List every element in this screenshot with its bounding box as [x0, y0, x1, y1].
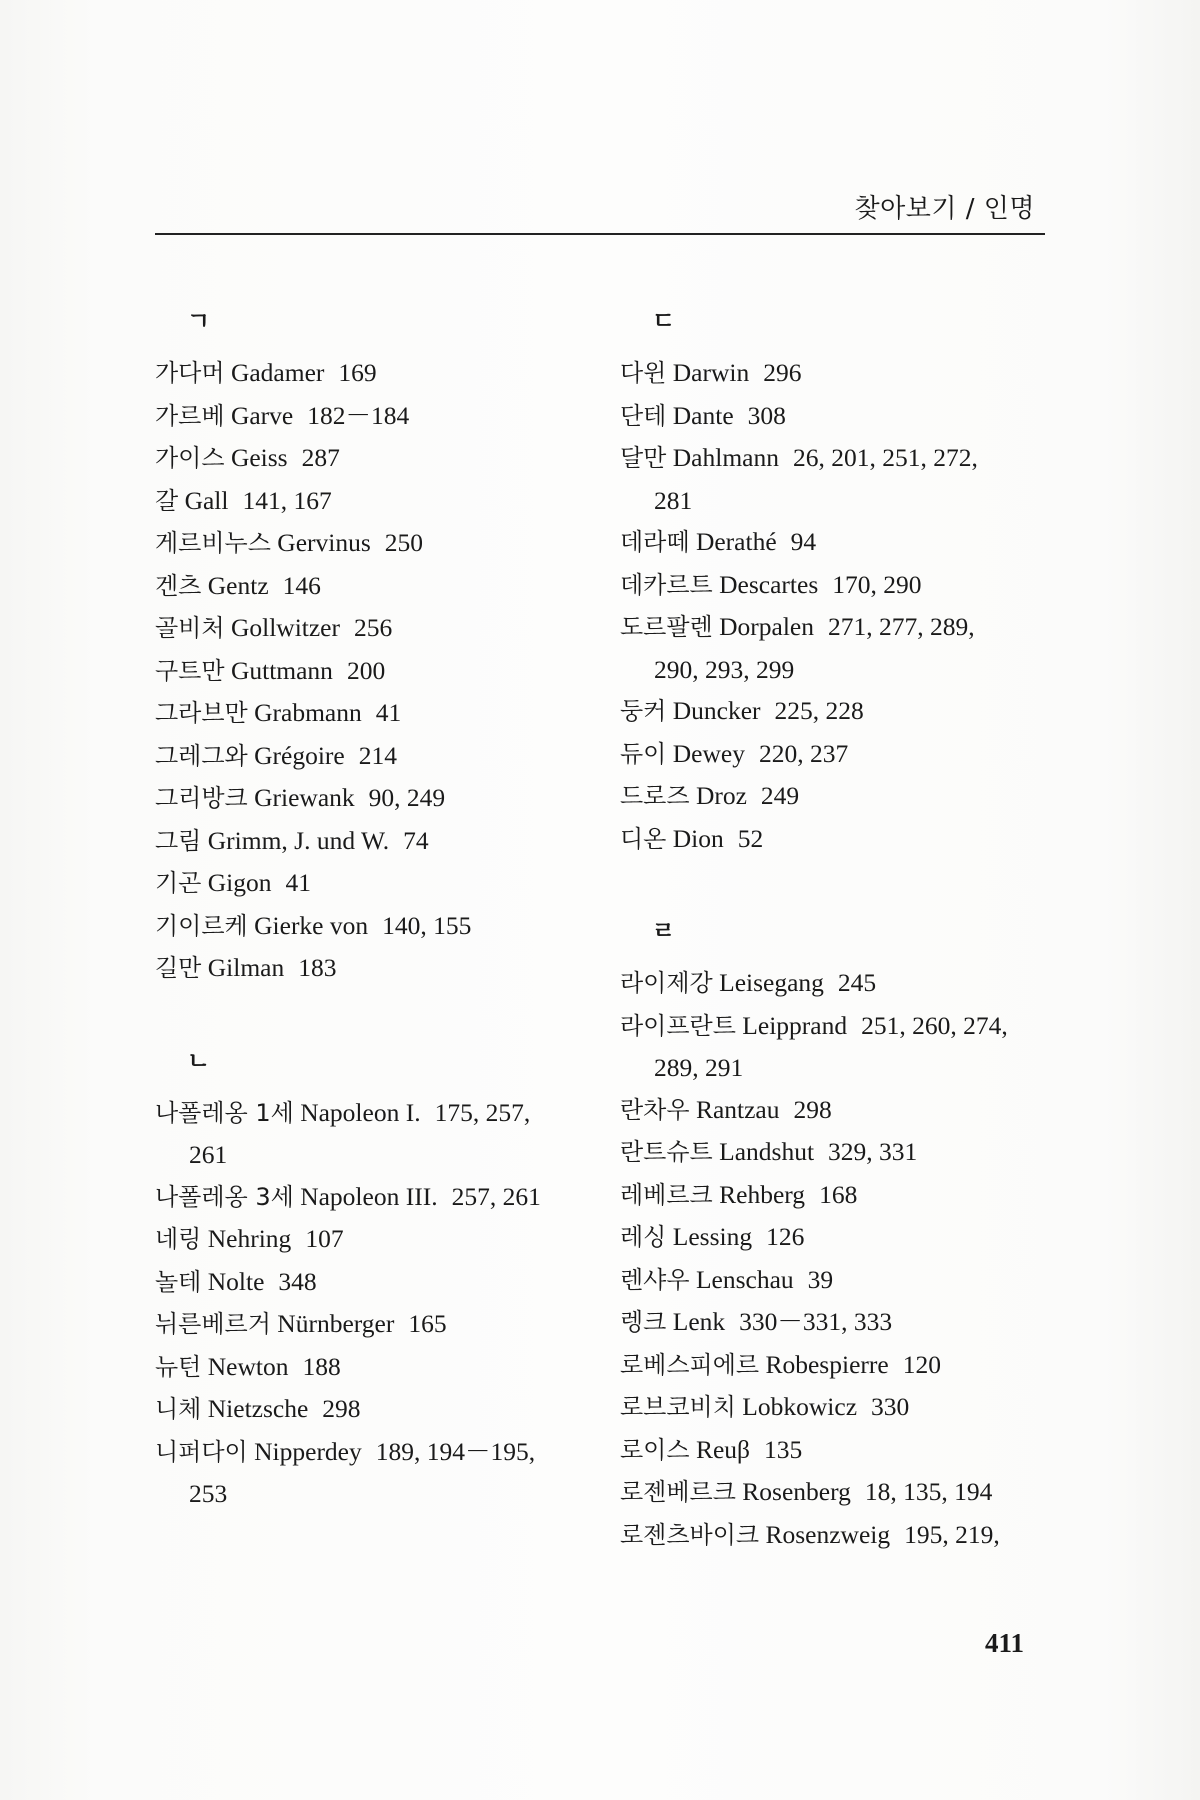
index-entry [620, 1089, 1070, 1132]
entry-korean-name: 기곤 [155, 869, 202, 897]
entry-korean-name: 도르팔렌 [620, 613, 713, 641]
index-entry [620, 1216, 1070, 1259]
entry-original-name: Nietzsche [207, 1394, 309, 1423]
entry-page-refs: 296 [763, 358, 802, 387]
index-entry [155, 565, 605, 608]
entry-page-refs: 170, 290 [832, 569, 922, 599]
entry-original-name: Grimm, J. und W. [207, 825, 390, 855]
entry-korean-name: 갈 [155, 486, 179, 515]
entry-page-refs: 308 [747, 400, 786, 430]
entry-original-name: Gilman [207, 953, 285, 982]
entry-original-name: Grabmann [254, 698, 362, 727]
entry-page-refs: 245 [837, 968, 877, 997]
entry-korean-name: 레싱 [620, 1223, 667, 1251]
index-entry [155, 1388, 605, 1431]
entry-page-refs: 214 [358, 740, 397, 770]
entry-korean-name: 나폴레옹 3세 [155, 1182, 294, 1211]
entry-page-refs: 140, 155 [382, 910, 472, 940]
running-header: 찾아보기 / 인명 [854, 194, 1035, 224]
entry-original-name: Gall [184, 485, 229, 515]
entry-page-refs: 188 [302, 1351, 341, 1381]
entry-page-refs-continued: 281 [654, 485, 693, 515]
index-entry [620, 1344, 1070, 1387]
group-spacer [620, 860, 1070, 900]
entry-page-refs: 52 [737, 823, 764, 853]
entry-korean-name: 가다머 [155, 359, 225, 387]
entry-korean-name: 란차우 [620, 1095, 690, 1124]
index-entry [155, 1176, 605, 1219]
entry-original-name: Reuβ [695, 1434, 750, 1464]
entry-page-refs: 120 [902, 1349, 941, 1379]
entry-page-refs-continued: 253 [189, 1479, 228, 1508]
entry-korean-name: 게르비누스 [155, 529, 271, 557]
entry-original-name: Napoleon III. [300, 1181, 438, 1211]
entry-original-name: Guttmann [230, 655, 333, 685]
index-entry [620, 1386, 1070, 1429]
entry-original-name: Garve [230, 400, 294, 430]
entry-page-refs: 220, 237 [758, 738, 849, 768]
entry-page-refs: 26, 201, 251, 272, [792, 443, 978, 472]
entry-original-name: Nürnberger [277, 1309, 395, 1338]
index-entry [155, 777, 605, 820]
index-entry [155, 1092, 605, 1176]
index-column-right [620, 290, 1070, 1556]
header-rule [155, 233, 1045, 235]
entry-original-name: Duncker [672, 696, 761, 725]
entry-korean-name: 그레그와 [155, 741, 248, 770]
entry-korean-name: 기이르케 [155, 911, 248, 940]
entry-page-refs: 90, 249 [368, 783, 446, 812]
index-entry [620, 352, 1070, 395]
index-entry [155, 480, 605, 523]
entry-page-refs: 146 [282, 570, 321, 600]
entry-korean-name: 란트슈트 [620, 1138, 713, 1166]
entry-page-refs: 330 [871, 1392, 910, 1421]
index-entry [620, 564, 1070, 607]
entry-page-refs: 348 [278, 1266, 317, 1296]
entry-original-name: Robespierre [765, 1349, 889, 1379]
entry-page-refs: 287 [301, 443, 340, 472]
entry-original-name: Dewey [672, 738, 745, 768]
entry-page-refs: 41 [285, 868, 311, 897]
entry-page-refs: 107 [305, 1224, 344, 1253]
entry-korean-name: 니퍼다이 [155, 1437, 248, 1466]
entry-korean-name: 둥커 [620, 697, 667, 725]
entry-page-refs: 18, 135, 194 [864, 1477, 993, 1506]
entry-korean-name: 겐츠 [155, 571, 202, 600]
index-entry [620, 395, 1070, 438]
index-entry [620, 733, 1070, 776]
entry-korean-name: 뉴턴 [155, 1352, 202, 1381]
index-entry [620, 1259, 1070, 1302]
entry-original-name: Gigon [207, 868, 272, 897]
index-entry [620, 606, 1070, 690]
entry-page-refs-continued: 290, 293, 299 [654, 654, 795, 684]
entry-original-name: Griewank [254, 783, 355, 812]
entry-original-name: Newton [207, 1351, 289, 1381]
entry-korean-name: 그림 [155, 826, 202, 855]
entry-original-name: Lobkowicz [742, 1392, 858, 1421]
entry-page-refs: 126 [766, 1222, 805, 1251]
entry-original-name: Leipprand [742, 1010, 848, 1040]
entry-original-name: Nipperdey [254, 1436, 362, 1466]
entry-korean-name: 그라브만 [155, 699, 248, 727]
entry-original-name: Geiss [230, 443, 288, 472]
index-entry [620, 1174, 1070, 1217]
entry-original-name: Gentz [207, 570, 269, 600]
entry-korean-name: 달만 [620, 444, 667, 472]
index-entry [155, 1261, 605, 1304]
entry-page-refs: 165 [408, 1309, 447, 1338]
entry-original-name: Nolte [207, 1266, 265, 1296]
index-entry [155, 437, 605, 480]
entry-original-name: Dahlmann [672, 443, 779, 472]
entry-korean-name: 데라떼 [620, 528, 690, 556]
index-entry [620, 690, 1070, 733]
index-entry [155, 692, 605, 735]
page-number: 411 [984, 1628, 1024, 1658]
entry-page-refs-continued: 289, 291 [654, 1053, 744, 1082]
index-entry [155, 1218, 605, 1261]
entry-korean-name: 그리방크 [155, 784, 248, 812]
index-entry [620, 1429, 1070, 1472]
index-entry [155, 1346, 605, 1389]
entry-original-name: Leisegang [719, 968, 824, 997]
entry-korean-name: 로베스피에르 [620, 1350, 760, 1379]
index-entry [620, 437, 1070, 521]
entry-original-name: Landshut [719, 1137, 815, 1166]
entry-page-refs: 330－331, 333 [739, 1307, 893, 1336]
entry-original-name: Droz [695, 781, 747, 810]
entry-page-refs: 298 [793, 1094, 832, 1124]
entry-korean-name: 네링 [155, 1225, 202, 1253]
entry-original-name: Gollwitzer [230, 613, 340, 642]
entry-page-refs: 251, 260, 274, [861, 1010, 1008, 1040]
index-entry [155, 735, 605, 778]
entry-original-name: Dorpalen [719, 612, 815, 641]
index-column-left [155, 290, 605, 1515]
group-spacer [155, 990, 605, 1030]
entry-page-refs: 41 [375, 698, 402, 727]
entry-original-name: Lenk [672, 1307, 726, 1336]
entry-korean-name: 디온 [620, 824, 667, 853]
entry-korean-name: 길만 [155, 954, 202, 982]
entry-korean-name: 듀이 [620, 739, 667, 768]
index-entry [155, 522, 605, 565]
index-group-heading: ㄹ [652, 917, 676, 945]
index-entry [155, 905, 605, 948]
entry-page-refs: 249 [760, 781, 800, 810]
entry-page-refs: 183 [298, 953, 337, 982]
entry-page-refs: 257, 261 [451, 1181, 541, 1211]
entry-original-name: Dante [672, 400, 734, 430]
entry-korean-name: 로젠츠바이크 [620, 1520, 760, 1549]
entry-page-refs: 94 [790, 527, 817, 556]
entry-korean-name: 렝크 [620, 1308, 667, 1336]
entry-page-refs: 168 [819, 1179, 858, 1209]
entry-original-name: Darwin [672, 358, 750, 387]
index-entry [620, 1301, 1070, 1344]
entry-korean-name: 드로즈 [620, 782, 690, 810]
entry-original-name: Lenschau [695, 1264, 794, 1294]
entry-page-refs: 182－184 [307, 400, 410, 430]
entry-page-refs: 200 [346, 655, 386, 685]
entry-korean-name: 구트만 [155, 656, 225, 685]
entry-korean-name: 로브코비치 [620, 1393, 736, 1421]
entry-original-name: Napoleon I. [300, 1097, 421, 1127]
index-entry [620, 962, 1070, 1005]
entry-original-name: Descartes [719, 569, 819, 599]
index-entry [155, 352, 605, 395]
index-entry [155, 820, 605, 863]
entry-page-refs: 39 [807, 1264, 834, 1294]
index-group-heading: ㄱ [187, 307, 211, 335]
index-entry [620, 1005, 1070, 1089]
entry-page-refs: 329, 331 [828, 1137, 918, 1166]
entry-original-name: Gervinus [277, 528, 371, 557]
entry-page-refs: 225, 228 [774, 696, 864, 725]
entry-original-name: Grégoire [254, 740, 345, 770]
index-entry [620, 818, 1070, 861]
entry-page-refs: 271, 277, 289, [828, 612, 975, 641]
entry-page-refs-continued: 261 [189, 1140, 228, 1169]
index-entry [620, 521, 1070, 564]
index-entry [155, 947, 605, 990]
entry-original-name: Rosenberg [742, 1477, 851, 1506]
index-entry [620, 1471, 1070, 1514]
entry-page-refs: 74 [403, 825, 429, 855]
entry-page-refs: 175, 257, [434, 1097, 531, 1127]
entry-original-name: Lessing [672, 1222, 753, 1251]
entry-korean-name: 다윈 [620, 359, 667, 387]
entry-korean-name: 니체 [155, 1395, 202, 1423]
entry-korean-name: 레베르크 [620, 1180, 713, 1209]
index-entry [155, 862, 605, 905]
entry-original-name: Gierke von [254, 910, 369, 940]
index-group-heading: ㄴ [187, 1046, 211, 1075]
entry-page-refs: 135 [764, 1434, 803, 1464]
entry-korean-name: 로젠베르크 [620, 1478, 736, 1506]
entry-page-refs: 189, 194－195, [375, 1436, 536, 1466]
entry-korean-name: 단테 [620, 401, 667, 430]
entry-page-refs: 195, 219, [904, 1519, 1000, 1549]
entry-original-name: Rehberg [719, 1179, 806, 1209]
entry-original-name: Gadamer [230, 358, 325, 387]
entry-korean-name: 골비처 [155, 614, 225, 642]
index-entry [155, 607, 605, 650]
entry-original-name: Nehring [207, 1224, 292, 1253]
index-entry [155, 395, 605, 438]
index-entry [620, 1131, 1070, 1174]
index-entry [620, 1514, 1070, 1557]
entry-korean-name: 로이스 [620, 1435, 690, 1464]
entry-original-name: Rantzau [695, 1094, 780, 1124]
entry-korean-name: 가이스 [155, 444, 225, 472]
entry-page-refs: 256 [354, 613, 393, 642]
entry-page-refs: 250 [384, 528, 424, 557]
index-entry [155, 1431, 605, 1515]
entry-korean-name: 가르베 [155, 401, 225, 430]
entry-page-refs: 169 [338, 358, 377, 387]
entry-page-refs: 298 [322, 1394, 361, 1423]
entry-korean-name: 놀테 [155, 1267, 202, 1296]
entry-korean-name: 라이프란트 [620, 1011, 736, 1040]
index-entry [155, 1303, 605, 1346]
entry-original-name: Derathé [695, 527, 777, 556]
entry-korean-name: 렌샤우 [620, 1265, 690, 1294]
entry-korean-name: 데카르트 [620, 570, 713, 599]
entry-korean-name: 라이제강 [620, 969, 713, 997]
index-entry [155, 650, 605, 693]
index-group-heading: ㄷ [652, 307, 676, 335]
entry-original-name: Rosenzweig [765, 1519, 891, 1549]
entry-original-name: Dion [672, 823, 724, 853]
entry-korean-name: 뉘른베르거 [155, 1310, 271, 1338]
index-entry [620, 775, 1070, 818]
entry-korean-name: 나폴레옹 1세 [155, 1098, 294, 1127]
entry-page-refs: 141, 167 [242, 485, 332, 515]
